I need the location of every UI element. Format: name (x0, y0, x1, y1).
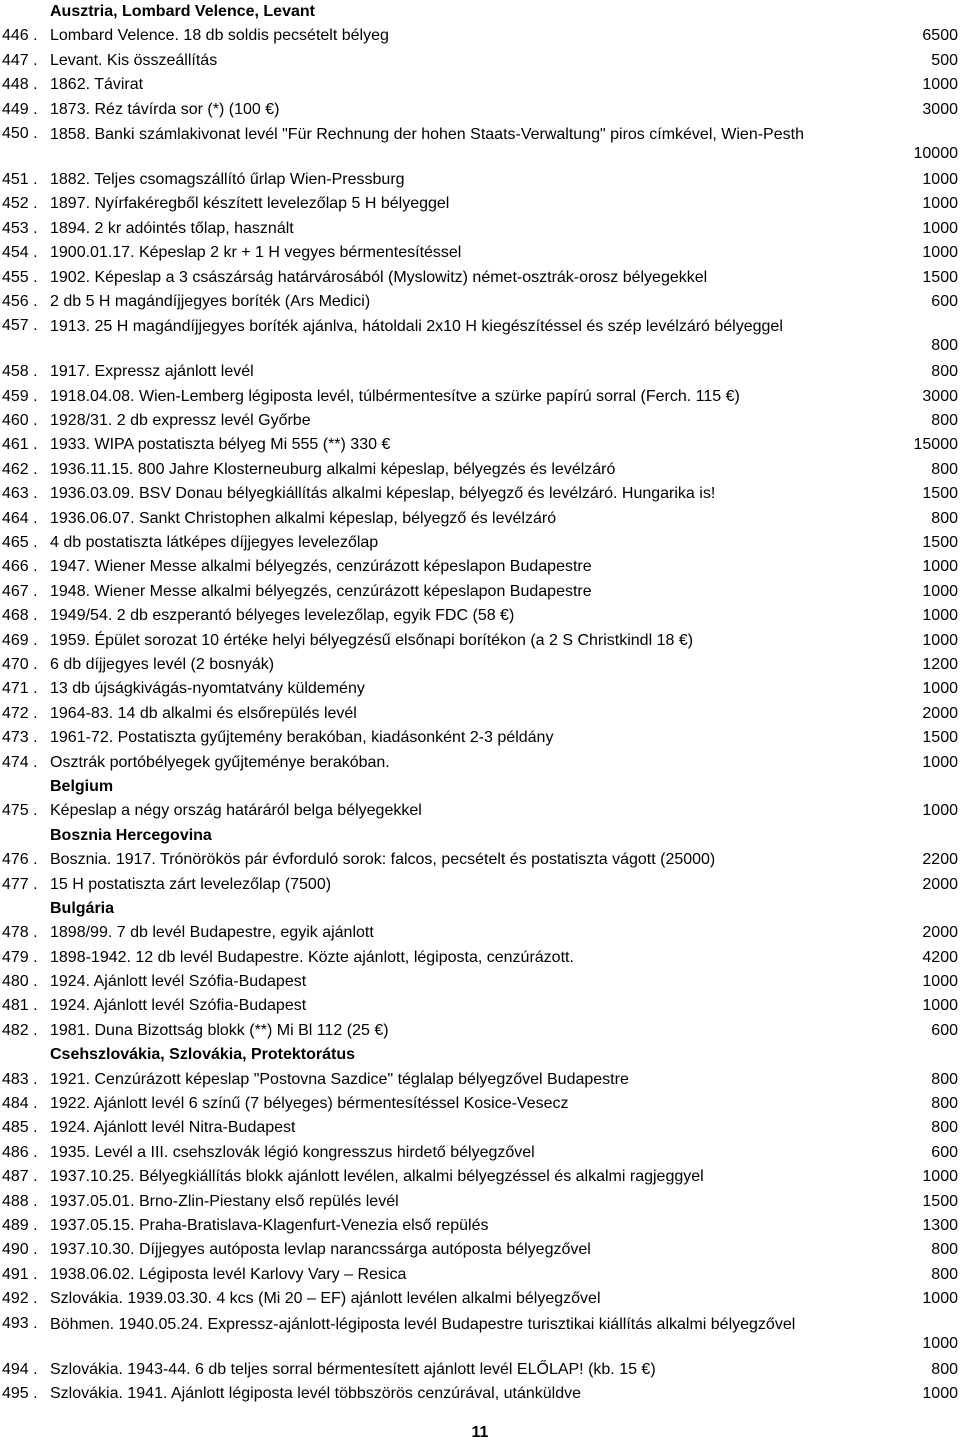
lot-description: 1898/99. 7 db levél Budapestre, egyik ajánlott (50, 924, 374, 942)
lot-description: 6 db díjjegyes levél (2 bosnyák) (50, 655, 275, 673)
lot-description: 1917. Expressz ajánlott levél (50, 363, 254, 381)
lot-description: 15 H postatiszta zárt levelezőlap (7500) (50, 875, 332, 893)
lot-row (0, 726, 960, 750)
lot-number: 465 . (2, 534, 38, 552)
lot-number: 484 . (2, 1095, 38, 1113)
lot-price: 1300 (922, 1216, 958, 1234)
lot-description: 1858. Banki számlakivonat levél "Für Rechnung der hohen Staats-Verwaltung" piros címkével, Wien-Pesth (50, 125, 804, 143)
lot-price: 3000 (922, 387, 958, 405)
lot-description: 1937.10.25. Bélyegkiállítás blokk ajánlott levélen, alkalmi bélyegzéssel és alkalmi ragjeggyel (50, 1168, 704, 1186)
lot-row (0, 1116, 960, 1140)
lot-row (0, 192, 960, 216)
lot-description: 1947. Wiener Messe alkalmi bélyegzés, cenzúrázott képeslapon Budapestre (50, 558, 592, 576)
lot-description: 1936.06.07. Sankt Christophen alkalmi képeslap, bélyegző és levélzáró (50, 509, 557, 527)
lot-number: 463 . (2, 485, 38, 503)
lot-description: 1922. Ajánlott levél 6 színű (7 bélyeges) bérmentesítéssel Kosice-Vesecz (50, 1095, 569, 1113)
lot-price: 1000 (922, 607, 958, 625)
lot-row (0, 994, 960, 1018)
lot-number: 472 . (2, 704, 38, 722)
lot-row (0, 360, 960, 384)
lot-price: 800 (931, 509, 958, 527)
lot-price: 4200 (922, 948, 958, 966)
lot-number: 478 . (2, 924, 38, 942)
lot-number: 452 . (2, 195, 38, 213)
lot-number: 454 . (2, 244, 38, 262)
lot-price: 800 (931, 1119, 958, 1137)
lot-number: 488 . (2, 1192, 38, 1210)
lot-row (0, 653, 960, 677)
lot-description: 2 db 5 H magándíjjegyes boríték (Ars Medici) (50, 292, 371, 310)
lot-price: 2000 (922, 875, 958, 893)
lot-description: 1898-1942. 12 db levél Budapestre. Közte ajánlott, légiposta, cenzúrázott. (50, 948, 574, 966)
lot-row (0, 49, 960, 73)
lot-description: 1900.01.17. Képeslap 2 kr + 1 H vegyes bérmentesítéssel (50, 244, 462, 262)
lot-row (0, 1263, 960, 1287)
lot-description: Böhmen. 1940.05.24. Expressz-ajánlott-légiposta levél Budapestre turisztikai kiállítás alkalmi bélyegzővel (50, 1315, 796, 1333)
lot-row (0, 24, 960, 48)
lot-row (0, 241, 960, 265)
lot-price: 600 (931, 292, 958, 310)
lot-number: 481 . (2, 997, 38, 1015)
lot-number: 482 . (2, 1021, 38, 1039)
lot-number: 458 . (2, 363, 38, 381)
lot-number: 450 . (2, 124, 38, 142)
lot-row (0, 168, 960, 192)
lot-description: 4 db postatiszta látképes díjjegyes levelezőlap (50, 534, 379, 552)
lot-number: 490 . (2, 1241, 38, 1259)
lot-price: 800 (931, 460, 958, 478)
lot-number: 468 . (2, 607, 38, 625)
lot-row (0, 73, 960, 97)
lot-description: Bosznia. 1917. Trónörökös pár évforduló sorok: falcos, pecsételt és postatiszta vágott (25000) (50, 851, 716, 869)
lot-number: 495 . (2, 1384, 38, 1402)
lot-price: 2200 (922, 851, 958, 869)
lot-row (0, 1019, 960, 1043)
lot-number: 460 . (2, 412, 38, 430)
lot-price: 600 (931, 1143, 958, 1161)
lot-description: 1924. Ajánlott levél Nitra-Budapest (50, 1119, 296, 1137)
lot-description: 13 db újságkivágás-nyomtatvány küldemény (50, 680, 365, 698)
lot-price: 800 (931, 1095, 958, 1113)
lot-number: 457 . (2, 317, 38, 335)
lot-number: 489 . (2, 1216, 38, 1234)
lot-row (0, 1165, 960, 1189)
lot-price: 1000 (922, 1290, 958, 1308)
lot-description: 1935. Levél a III. csehszlovák légió kongresszus hirdető bélyegzővel (50, 1143, 535, 1161)
lot-row (0, 1190, 960, 1214)
lot-row (0, 629, 960, 653)
lot-number: 470 . (2, 655, 38, 673)
lot-row (0, 1382, 960, 1406)
lot-row (0, 217, 960, 241)
lot-row (0, 409, 960, 433)
lot-number: 462 . (2, 460, 38, 478)
lot-number: 446 . (2, 27, 38, 45)
lot-row (0, 458, 960, 482)
lot-number: 447 . (2, 51, 38, 69)
lot-number: 491 . (2, 1265, 38, 1283)
lot-number: 479 . (2, 948, 38, 966)
lot-price: 1000 (922, 1168, 958, 1186)
section-heading (0, 0, 960, 24)
lot-row (0, 848, 960, 872)
lot-description: 1936.11.15. 800 Jahre Klosterneuburg alkalmi képeslap, bélyegzés és levélzáró (50, 460, 616, 478)
lot-number: 494 . (2, 1360, 38, 1378)
lot-price: 1000 (922, 244, 958, 262)
lot-price: 1000 (922, 680, 958, 698)
lot-row (0, 1287, 960, 1311)
lot-row (0, 604, 960, 628)
lot-price: 1000 (922, 631, 958, 649)
lot-number: 455 . (2, 268, 38, 286)
lot-number: 453 . (2, 219, 38, 237)
section-heading (0, 824, 960, 848)
lot-description: 1924. Ajánlott levél Szófia-Budapest (50, 997, 307, 1015)
lot-number: 492 . (2, 1290, 38, 1308)
lot-description: 1964-83. 14 db alkalmi és elsőrepülés levél (50, 704, 357, 722)
lot-description: 1937.05.15. Praha-Bratislava-Klagenfurt-Venezia első repülés (50, 1216, 489, 1234)
lot-row (0, 1141, 960, 1165)
lot-number: 467 . (2, 582, 38, 600)
lot-row (0, 677, 960, 701)
lot-description: Levant. Kis összeállítás (50, 51, 218, 69)
lot-description: 1894. 2 kr adóintés tőlap, használt (50, 219, 294, 237)
lot-price: 1500 (922, 1192, 958, 1210)
section-heading (0, 1043, 960, 1067)
lot-description: 1902. Képeslap a 3 császárság határvárosából (Myslowitz) német-osztrák-orosz bélyegekkel (50, 268, 708, 286)
lot-description: 1981. Duna Bizottság blokk (**) Mi Bl 112 (25 €) (50, 1021, 389, 1039)
lot-row (0, 970, 960, 994)
lot-price: 1500 (922, 268, 958, 286)
lot-description: Szlovákia. 1943-44. 6 db teljes sorral bérmentesített ajánlott levél ELŐLAP! (kb. 15 €) (50, 1360, 656, 1378)
lot-description: 1937.10.30. Díjjegyes autóposta levlap narancssárga autóposta bélyegzővel (50, 1241, 591, 1259)
lot-row (0, 1358, 960, 1382)
lot-number: 464 . (2, 509, 38, 527)
lot-row (0, 580, 960, 604)
lot-description: 1897. Nyírfakéregből készített levelezőlap 5 H bélyeggel (50, 195, 450, 213)
page-number: 11 (471, 1424, 489, 1441)
lot-price: 1000 (922, 582, 958, 600)
lot-price: 800 (931, 1360, 958, 1378)
lot-number: 474 . (2, 753, 38, 771)
lot-price: 800 (931, 1265, 958, 1283)
lot-price: 1000 (922, 219, 958, 237)
section-heading-text: Csehszlovákia, Szlovákia, Protektorátus (50, 1046, 356, 1064)
lot-price: 500 (931, 51, 958, 69)
lot-number: 466 . (2, 558, 38, 576)
lot-row (0, 946, 960, 970)
lot-description: 1936.03.09. BSV Donau bélyegkiállítás alkalmi képeslap, bélyegző és levélzáró. Hungarika is! (50, 485, 716, 503)
lot-price: 1000 (922, 1384, 958, 1402)
lot-description: Szlovákia. 1941. Ajánlott légiposta levél többszörös cenzúrával, utánküldve (50, 1384, 581, 1402)
lot-price: 800 (931, 337, 958, 355)
lot-price: 800 (931, 1070, 958, 1088)
lot-number: 493 . (2, 1314, 38, 1332)
lot-description: Szlovákia. 1939.03.30. 4 kcs (Mi 20 – EF) ajánlott levélen alkalmi bélyegzővel (50, 1290, 601, 1308)
lot-description: 1949/54. 2 db eszperantó bélyeges levelezőlap, egyik FDC (58 €) (50, 607, 515, 625)
section-heading-text: Ausztria, Lombard Velence, Levant (50, 3, 315, 20)
lot-number: 476 . (2, 851, 38, 869)
lot-number: 456 . (2, 292, 38, 310)
lot-price: 1000 (922, 753, 958, 771)
lot-description: Osztrák portóbélyegek gyűjteménye berakóban. (50, 753, 390, 771)
lot-row (0, 314, 960, 360)
lot-price: 1500 (922, 485, 958, 503)
section-heading-text: Belgium (50, 777, 114, 795)
lot-row (0, 122, 960, 168)
lot-description: 1918.04.08. Wien-Lemberg légiposta levél, túlbérmentesítve a szürke papírú sorral (Ferch. 115 €) (50, 387, 740, 405)
lot-description: Lombard Velence. 18 db soldis pecsételt bélyeg (50, 27, 389, 45)
lot-number: 487 . (2, 1168, 38, 1186)
lot-number: 459 . (2, 387, 38, 405)
section-heading (0, 775, 960, 799)
lot-description: 1961-72. Postatiszta gyűjtemény berakóban, kiadásonként 2-3 példány (50, 729, 554, 747)
lot-price: 1000 (922, 76, 958, 94)
lot-price: 1000 (922, 997, 958, 1015)
lot-row (0, 98, 960, 122)
lot-row (0, 751, 960, 775)
lot-row (0, 266, 960, 290)
lot-number: 486 . (2, 1143, 38, 1161)
lot-price: 1000 (922, 802, 958, 820)
lot-description: 1933. WIPA postatiszta bélyeg Mi 555 (**) 330 € (50, 436, 391, 454)
lot-price: 800 (931, 363, 958, 381)
section-heading (0, 897, 960, 921)
lot-number: 449 . (2, 100, 38, 118)
lot-description: 1928/31. 2 db expressz levél Győrbe (50, 412, 311, 430)
lot-price: 1000 (922, 973, 958, 991)
lot-row (0, 555, 960, 579)
lot-number: 475 . (2, 802, 38, 820)
lot-price: 2000 (922, 704, 958, 722)
lot-number: 461 . (2, 436, 38, 454)
lot-row (0, 507, 960, 531)
lot-row (0, 873, 960, 897)
lot-row (0, 921, 960, 945)
section-heading-text: Bulgária (50, 899, 115, 917)
lot-description: 1948. Wiener Messe alkalmi bélyegzés, cenzúrázott képeslapon Budapestre (50, 582, 592, 600)
lot-row (0, 1238, 960, 1262)
lot-price: 800 (931, 412, 958, 430)
lot-number: 477 . (2, 875, 38, 893)
lot-price: 1200 (922, 655, 958, 673)
lot-description: Képeslap a négy ország határáról belga bélyegekkel (50, 802, 422, 820)
lot-number: 485 . (2, 1119, 38, 1137)
lot-description: 1938.06.02. Légiposta levél Karlovy Vary – Resica (50, 1265, 407, 1283)
lot-row (0, 482, 960, 506)
lot-description: 1937.05.01. Brno-Zlin-Piestany első repülés levél (50, 1192, 399, 1210)
lot-row (0, 385, 960, 409)
lot-description: 1924. Ajánlott levél Szófia-Budapest (50, 973, 307, 991)
lot-price: 1000 (922, 558, 958, 576)
lot-number: 469 . (2, 631, 38, 649)
lot-row (0, 799, 960, 823)
lot-price: 600 (931, 1021, 958, 1039)
lot-description: 1862. Távirat (50, 76, 144, 94)
lot-price: 10000 (913, 144, 958, 162)
lot-description: 1882. Teljes csomagszállító űrlap Wien-Pressburg (50, 170, 405, 188)
lot-price: 800 (931, 1241, 958, 1259)
lot-description: 1913. 25 H magándíjjegyes boríték ajánlva, hátoldali 2x10 H kiegészítéssel és szép levélzáró bélyeggel (50, 318, 783, 336)
lot-row (0, 1214, 960, 1238)
lot-price: 1000 (922, 170, 958, 188)
lot-number: 448 . (2, 76, 38, 94)
lot-price: 1000 (922, 195, 958, 213)
lot-price: 1500 (922, 534, 958, 552)
lot-price: 1500 (922, 729, 958, 747)
lot-row (0, 290, 960, 314)
lot-description: 1873. Réz távírda sor (*) (100 €) (50, 100, 280, 118)
lot-description: 1921. Cenzúrázott képeslap "Postovna Sazdice" téglalap bélyegzővel Budapestre (50, 1070, 629, 1088)
lot-description: 1959. Épület sorozat 10 értéke helyi bélyegzésű elsőnapi borítékon (a 2 S Christkindl 18 €) (50, 631, 694, 649)
lot-price: 2000 (922, 924, 958, 942)
lot-price: 3000 (922, 100, 958, 118)
lot-row (0, 531, 960, 555)
section-heading-text: Bosznia Hercegovina (50, 826, 212, 844)
lot-price: 15000 (913, 436, 958, 454)
lot-number: 451 . (2, 170, 38, 188)
lot-row (0, 433, 960, 457)
lot-number: 480 . (2, 973, 38, 991)
lot-price: 6500 (922, 27, 958, 45)
lot-number: 473 . (2, 729, 38, 747)
lot-row (0, 1092, 960, 1116)
lot-row (0, 702, 960, 726)
lot-row (0, 1312, 960, 1358)
lot-row (0, 1068, 960, 1092)
lot-number: 483 . (2, 1070, 38, 1088)
lot-number: 471 . (2, 680, 38, 698)
lot-price: 1000 (922, 1334, 958, 1352)
